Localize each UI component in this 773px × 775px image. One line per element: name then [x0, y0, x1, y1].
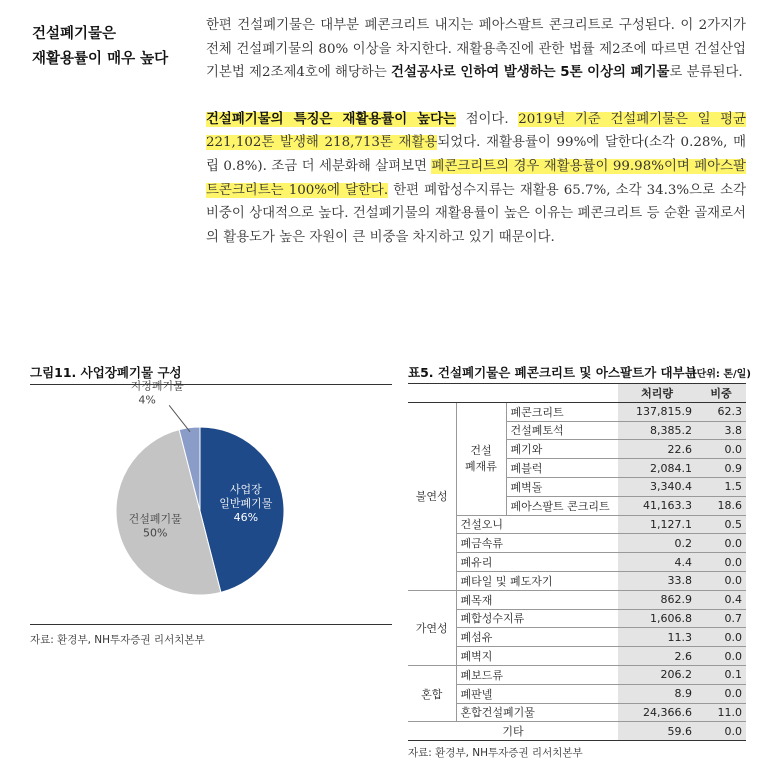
table-row [408, 628, 746, 647]
row-share: 0.9 [696, 459, 746, 478]
p2-bold-highlight: 건설폐기물의 특징은 재활용률이 높다는 [206, 111, 456, 127]
p2-highlight-1: 2019년 기준 건설폐기물은 일 평균 221,102톤 발생해 218,713톤 재활용 [206, 111, 747, 151]
group-mixed: 혼합 [408, 665, 456, 721]
label-designated-name: 지정폐기물 [130, 379, 184, 393]
figure-source: 자료: 환경부, NH투자증권 리서치본부 [30, 634, 205, 646]
row-amount: 24,366.6 [618, 703, 696, 722]
table-row [408, 703, 746, 722]
row-amount: 137,815.9 [618, 402, 696, 421]
label-business-value: 46% [233, 511, 259, 525]
section-heading [32, 22, 182, 72]
section-heading-line1: 건설폐기물은 [32, 26, 117, 42]
label-construction-name: 건설폐기물 [128, 512, 182, 526]
table-row [408, 647, 746, 666]
table-row [408, 665, 746, 684]
row-name: 폐벽돌 [506, 477, 618, 496]
row-share: 0.0 [696, 553, 746, 572]
table-title: 표5. 건설폐기물은 폐콘크리트 및 아스팔트가 대부분 [408, 365, 697, 380]
figure-bottom-rule [30, 624, 392, 625]
row-amount: 1,606.8 [618, 609, 696, 628]
table-row [408, 590, 746, 609]
row-share: 0.0 [696, 534, 746, 553]
table-row [408, 553, 746, 572]
row-amount: 3,340.4 [618, 477, 696, 496]
paragraph-2 [206, 108, 746, 250]
p1-bold: 건설공사로 인하여 발생하는 5톤 이상의 폐기물 [391, 65, 670, 81]
row-share: 0.0 [696, 571, 746, 590]
row-amount: 1,127.1 [618, 515, 696, 534]
body-text [206, 14, 746, 249]
row-amount: 59.6 [618, 722, 696, 741]
row-share: 0.0 [696, 684, 746, 703]
row-name: 폐합성수지류 [456, 609, 618, 628]
row-share: 0.7 [696, 609, 746, 628]
row-amount: 2,084.1 [618, 459, 696, 478]
row-name: 페아스팔트 콘크리트 [506, 496, 618, 515]
row-share: 11.0 [696, 703, 746, 722]
row-name: 기타 [408, 722, 618, 741]
row-amount: 22.6 [618, 440, 696, 459]
group-construction-line2: 폐재류 [465, 459, 497, 473]
row-share: 18.6 [696, 496, 746, 515]
group-flammable: 가연성 [408, 590, 456, 665]
row-name: 건설오니 [456, 515, 618, 534]
row-amount: 4.4 [618, 553, 696, 572]
paragraph-1 [206, 14, 746, 85]
row-name: 혼합건설폐기물 [456, 703, 618, 722]
row-name: 폐블럭 [506, 459, 618, 478]
row-name: 폐판넬 [456, 684, 618, 703]
row-name: 폐목재 [456, 590, 618, 609]
designated-leader-line [169, 405, 190, 432]
table-row [408, 722, 746, 741]
row-share: 0.1 [696, 665, 746, 684]
row-share: 0.5 [696, 515, 746, 534]
table-header-row [408, 384, 746, 403]
group-nonflammable: 불연성 [408, 402, 456, 590]
header-blank [408, 384, 618, 403]
row-share: 0.0 [696, 722, 746, 741]
table-row [408, 515, 746, 534]
row-share: 0.0 [696, 628, 746, 647]
row-name: 폐타일 및 폐도자기 [456, 571, 618, 590]
label-business-name2: 일반폐기물 [219, 497, 273, 511]
row-amount: 206.2 [618, 665, 696, 684]
pie-chart [30, 379, 392, 622]
row-share: 0.4 [696, 590, 746, 609]
p1-text-c: 로 분류된다. [669, 65, 743, 81]
table-unit: (단위: 톤/일) [692, 369, 751, 380]
row-name: 건설폐토석 [506, 421, 618, 440]
row-amount: 11.3 [618, 628, 696, 647]
p1-text-a: 한편 건설폐기물은 대부분 폐콘크리트 내지는 페아스팔트 콘크리트로 구성된다. 이 2가지가 전체 건설폐기물의 80% 이상을 차지한다. 재활용촉진에 관한 법률 제2조에 따르면 건설산업기본법 제2조제4호에 해당하는 [206, 18, 746, 81]
label-designated-value: 4% [138, 393, 156, 407]
section-heading-line2: 재활용률이 매우 높다 [32, 51, 169, 67]
row-name: 폐기와 [506, 440, 618, 459]
row-amount: 41,163.3 [618, 496, 696, 515]
table-row [408, 402, 746, 421]
p2-text-f: 한편 폐합성수지류는 재활용 65.7%, 소각 34.3%으로 소각 비중이 상대적으로 높다. 건설폐기물의 재활용률이 높은 이유는 폐콘크리트 등 순환 골재로서의 활용도가 높은 자원이 큰 비중을 차지하고 있기 때문이다. [206, 182, 747, 245]
row-share: 0.0 [696, 647, 746, 666]
row-amount: 862.9 [618, 590, 696, 609]
row-amount: 8.9 [618, 684, 696, 703]
table-source: 자료: 환경부, NH투자증권 리서치본부 [408, 747, 583, 759]
row-share: 0.0 [696, 440, 746, 459]
row-name: 폐금속류 [456, 534, 618, 553]
header-amount: 처리량 [618, 384, 696, 403]
row-name: 폐벽지 [456, 647, 618, 666]
row-name: 폐보드류 [456, 665, 618, 684]
row-share: 1.5 [696, 477, 746, 496]
label-business-name1: 사업장 [229, 483, 262, 497]
row-amount: 2.6 [618, 647, 696, 666]
table-row [408, 609, 746, 628]
group-construction-line1: 건설 [470, 443, 492, 457]
figure-title: 그림11. 사업장폐기물 구성 [30, 365, 182, 380]
row-amount: 0.2 [618, 534, 696, 553]
row-amount: 8,385.2 [618, 421, 696, 440]
row-share: 3.8 [696, 421, 746, 440]
table-row [408, 684, 746, 703]
header-share: 비중 [696, 384, 746, 403]
table-row [408, 571, 746, 590]
row-share: 62.3 [696, 402, 746, 421]
figure-top-rule [30, 384, 392, 385]
p2-highlight-2: 폐콘크리트의 경우 재활용률이 99.98%이며 페아스팔트콘크리트는 100%에 달한다. [206, 158, 746, 198]
label-construction-value: 50% [143, 526, 168, 540]
row-name: 폐섬유 [456, 628, 618, 647]
table-row [408, 534, 746, 553]
group-construction-debris [456, 402, 506, 515]
p2-text-d: 되었다. 재활용률이 99%에 달한다(소각 0.28%, 매립 0.8%). 조금 더 세분화해 살펴보면 [206, 135, 747, 174]
waste-table [408, 383, 746, 741]
p2-text-b: 점이다. [455, 111, 519, 127]
row-name: 폐유리 [456, 553, 618, 572]
row-name: 폐콘크리트 [506, 402, 618, 421]
row-amount: 33.8 [618, 571, 696, 590]
